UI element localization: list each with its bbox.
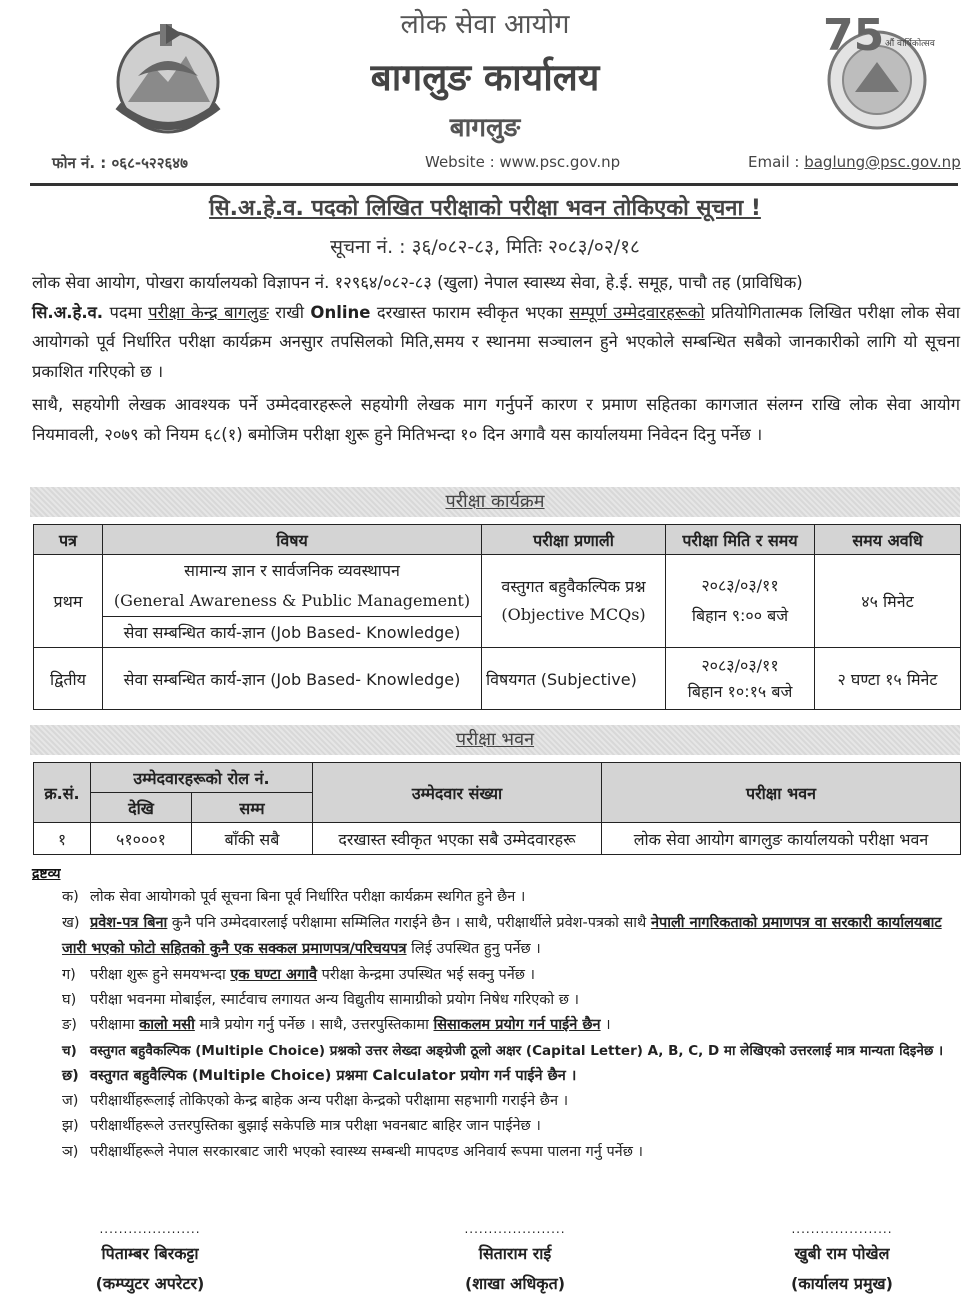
para1-all-candidates: सम्पूर्ण उम्मेदवारहरूको (569, 302, 705, 322)
note-text: वस्तुगत बहुवैल्पिक (Multiple Choice) प्रश्नमा Calculator प्रयोग गर्न पाईने छैन । (90, 1068, 577, 1084)
note-ja (62, 1088, 952, 1114)
col-method: परीक्षा प्रणाली (482, 525, 666, 555)
venue-count: दरखास्त स्वीकृत भएका सबै उम्मेदवारहरू (313, 823, 602, 855)
signature-office-chief (722, 1222, 962, 1294)
col-roll-from: देखि (91, 793, 192, 823)
signature-name: खुबी राम पोखेल (794, 1244, 890, 1263)
note-text: लिई उपस्थित हुनु पर्नेछ । (406, 941, 541, 957)
date-first (666, 555, 815, 648)
signature-section-officer (395, 1222, 635, 1294)
phone-number: फोन नं. : ०६८-५२२६४७ (52, 154, 188, 172)
note-text: । (600, 1017, 611, 1033)
signature-line: ..................... (791, 1222, 893, 1236)
note-cha (62, 1038, 952, 1064)
table-row (34, 823, 961, 855)
note-nya (62, 1139, 952, 1165)
note-gha (62, 987, 952, 1013)
note-id-requirement: नेपाली नागरिकताको प्रमाणपत्र वा सरकारी कार्यालयबाट जारी भएको फोटो सहितको कुनै एक सक्कल प्रमाणपत्र/परिचयपत्र (62, 915, 942, 957)
note-no-pencil: सिसाकलम प्रयोग गर्न पाईने छैन (433, 1017, 601, 1033)
note-label: घ) (62, 992, 77, 1008)
note-text: परीक्षार्थीहरूले नेपाल सरकारबाट जारी भएको स्वास्थ्य सम्बन्धी मापदण्ड अनिवार्य रूपमा पालना गर्नु पर्नेछ । (90, 1144, 644, 1160)
signature-line: ..................... (464, 1222, 566, 1236)
note-label: च) (62, 1043, 77, 1059)
col-sn: क्र.सं. (34, 763, 91, 823)
note-text: परीक्षार्थीहरूले उत्तरपुस्तिका बुझाई सकेपछि मात्र परीक्षा भवनबाट बाहिर जान पाईनेछ । (90, 1118, 541, 1134)
schedule-heading-bar (30, 487, 960, 517)
note-ka (62, 884, 952, 910)
note-text: परीक्षा शुरू हुने समयभन्दा (90, 967, 231, 983)
note-label: ग) (62, 967, 76, 983)
para1-text-g: दरखास्त फाराम स्वीकृत भएका (370, 302, 570, 322)
venue-to: बाँकी सबै (192, 823, 313, 855)
website: Website : www.psc.gov.np (425, 153, 621, 171)
para1-online: Online (310, 302, 371, 322)
col-duration: समय अवधि (815, 525, 961, 555)
note-admit-card: प्रवेश-पत्र बिना (90, 915, 168, 931)
note-text: परीक्षा भवनमा मोबाईल, स्मार्टवाच लगायत अन्य विद्युतीय सामाग्रीको प्रयोग निषेध गरिएको छ । (90, 992, 580, 1008)
note-text: परीक्षामा (90, 1017, 140, 1033)
col-roll-to: सम्म (192, 793, 313, 823)
venue-hall: लोक सेवा आयोग बागलुङ कार्यालयको परीक्षा भवन (602, 823, 961, 855)
subject-second: सेवा सम्बन्धित कार्य-ज्ञान (Job Based- Knowledge) (103, 648, 482, 710)
method-second: विषयगत (Subjective) (482, 648, 666, 710)
venue-heading: परीक्षा भवन (455, 729, 535, 750)
table-row (34, 555, 961, 617)
signature-line: ..................... (99, 1222, 201, 1236)
note-ga (62, 962, 952, 988)
notice-number: सूचना नं. : ३६/०८२-८३, मितिः २०८३/०२/१८ (330, 236, 640, 258)
method-first-nepali: वस्तुगत बहुवैकल्पिक प्रश्न (501, 577, 646, 596)
date-first-date: २०८३/०३/११ (701, 576, 779, 595)
note-jha (62, 1113, 952, 1139)
note-label: क) (62, 889, 79, 905)
date-second-date: २०८३/०३/११ (701, 655, 779, 675)
notice-title: सि.अ.हे.व. पदको लिखित परीक्षाको परीक्षा भवन तोकिएको सूचना ! (209, 196, 761, 221)
col-paper: पत्र (34, 525, 103, 555)
note-label: ख) (62, 915, 80, 931)
signature-computer-operator (30, 1222, 270, 1294)
signature-role: (कार्यालय प्रमुख) (791, 1274, 893, 1293)
note-label: ज) (62, 1093, 79, 1109)
notes-heading: द्रष्टव्य (32, 866, 61, 882)
notice-paragraph-1 (32, 268, 960, 386)
note-black-ink: कालो मसी (139, 1017, 195, 1033)
note-text: वस्तुगत बहुवैकल्पिक (Multiple Choice) प्रश्नको उत्तर लेख्दा अङ्ग्रेजी ठूलो अक्षर (Capital Letter) A, B, C, D मा लेखिएको उत्तरलाई मात्र मान्यता दिइनेछ । (90, 1043, 944, 1059)
schedule-table (33, 524, 961, 710)
schedule-header-row (34, 525, 961, 555)
logo-75-text: औं वार्षिकोत्सव (885, 39, 935, 49)
venue-table (33, 762, 961, 855)
para1-text-e: राखी (268, 302, 311, 322)
org-name-line3: बागलुङ (449, 113, 521, 143)
venue-from: ५१०००१ (91, 823, 192, 855)
subject-first (103, 555, 482, 617)
method-first (482, 555, 666, 648)
duration-second: २ घण्टा १५ मिनेट (815, 648, 961, 710)
duration-first: ४५ मिनेट (815, 555, 961, 648)
note-text: लोक सेवा आयोगको पूर्व सूचना बिना पूर्व निर्धारित परीक्षा कार्यक्रम स्थगित हुने छैन । (90, 889, 526, 905)
signature-name: सिताराम राई (478, 1244, 552, 1263)
col-roll: उम्मेदवारहरूको रोल नं. (91, 763, 313, 793)
subject-first-job: सेवा सम्बन्धित कार्य-ज्ञान (Job Based- Knowledge) (103, 617, 482, 648)
venue-heading-bar (30, 725, 960, 755)
note-text: परीक्षा केन्द्रमा उपस्थित भई सक्नु पर्नेछ । (317, 967, 536, 983)
col-date: परीक्षा मिति र समय (666, 525, 815, 555)
note-text: कुनै पनि उम्मेदवारलाई परीक्षामा सम्मिलित गराईने छैन । साथै, परीक्षार्थीले प्रवेश-पत्रको साथै (167, 915, 651, 931)
venue-sn: १ (34, 823, 91, 855)
para1-post: सि.अ.हे.व. (32, 302, 104, 322)
paper-first: प्रथम (34, 555, 103, 648)
note-nga (62, 1012, 952, 1038)
note-label: छ) (62, 1068, 79, 1084)
para1-exam-center: परीक्षा केन्द्र बागलुङ (148, 302, 269, 322)
org-name-line1: लोक सेवा आयोग (400, 9, 570, 40)
org-name-line2: बागलुङ कार्यालय (370, 56, 600, 99)
note-label: ङ) (62, 1017, 77, 1033)
subject-first-nepali: सामान्य ज्ञान र सार्वजनिक व्यवस्थापन (184, 560, 400, 580)
col-hall: परीक्षा भवन (602, 763, 961, 823)
col-subject: विषय (103, 525, 482, 555)
note-label: झ) (62, 1118, 79, 1134)
subject-first-english: (General Awareness & Public Management) (113, 590, 471, 610)
table-row (34, 648, 961, 710)
note-label: ञ) (62, 1144, 79, 1160)
para1-text-a: लोक सेवा आयोग, पोखरा कार्यालयको विज्ञापन नं. १२९६४/०८२-८३ (खुला) नेपाल स्वास्थ्य सेवा, हे.ई. समूह, पाचौ तह (प्राविधिक) (32, 273, 803, 292)
venue-header-row (34, 763, 961, 793)
note-text: मात्रै प्रयोग गर्नु पर्नेछ । साथै, उत्तरपुस्तिकामा (194, 1017, 434, 1033)
note-kha (62, 910, 952, 962)
method-first-english: (Objective MCQs) (501, 605, 646, 624)
notice-paragraph-2: साथै, सहयोगी लेखक आवश्यक पर्ने उम्मेदवारहरूले सहयोगी लेखक माग गर्नुपर्ने कारण र प्रमाण सहितका कागजात संलग्न राखि लोक सेवा आयोग नियमावली, २०७९ को नियम ६८(१) बमोजिम परीक्षा शुरू हुने मितिभन्दा १० दिन अगावै यस कार्यालयमा निवेदन दिनु पर्नेछ । (32, 395, 960, 444)
logo-75-number: 75 (823, 10, 885, 61)
date-second-time: बिहान १०:१५ बजे (687, 681, 793, 701)
email-link[interactable]: baglung@psc.gov.np (804, 153, 961, 171)
note-one-hour: एक घण्टा अगावै (230, 967, 318, 983)
signature-role: (कम्प्युटर अपरेटर) (95, 1274, 205, 1293)
signature-name: पिताम्बर बिरकट्टा (101, 1244, 199, 1263)
signature-role: (शाखा अधिकृत) (464, 1274, 566, 1293)
email-label: Email : (748, 153, 805, 171)
email (748, 153, 961, 171)
date-first-time: बिहान ९:०० बजे (691, 606, 789, 625)
para1-text-i: प्रतियोगितात्मक लिखित परीक्षा लोक सेवा आयोगको पूर्व निर्धारित परीक्षा कार्यक्रम अनसुार तपसिलको मिति,समय र स्थानमा सञ्चालन हुने भएकोले सम्बन्धित सबैको जानकारीको लागि यो सूचना प्रकाशित गरिएको छ । (32, 302, 961, 381)
date-second (666, 648, 815, 710)
col-count: उम्मेदवार संख्या (313, 763, 602, 823)
header-divider (30, 183, 958, 186)
para1-text-c: पदमा (103, 302, 149, 322)
schedule-heading: परीक्षा कार्यक्रम (445, 491, 545, 512)
paper-second: द्वितीय (34, 648, 103, 710)
note-chha (62, 1063, 952, 1089)
note-text: परीक्षार्थीहरूलाई तोकिएको केन्द्र बाहेक अन्य परीक्षा केन्द्रको परीक्षामा सहभागी गराईने छैन । (90, 1093, 569, 1109)
